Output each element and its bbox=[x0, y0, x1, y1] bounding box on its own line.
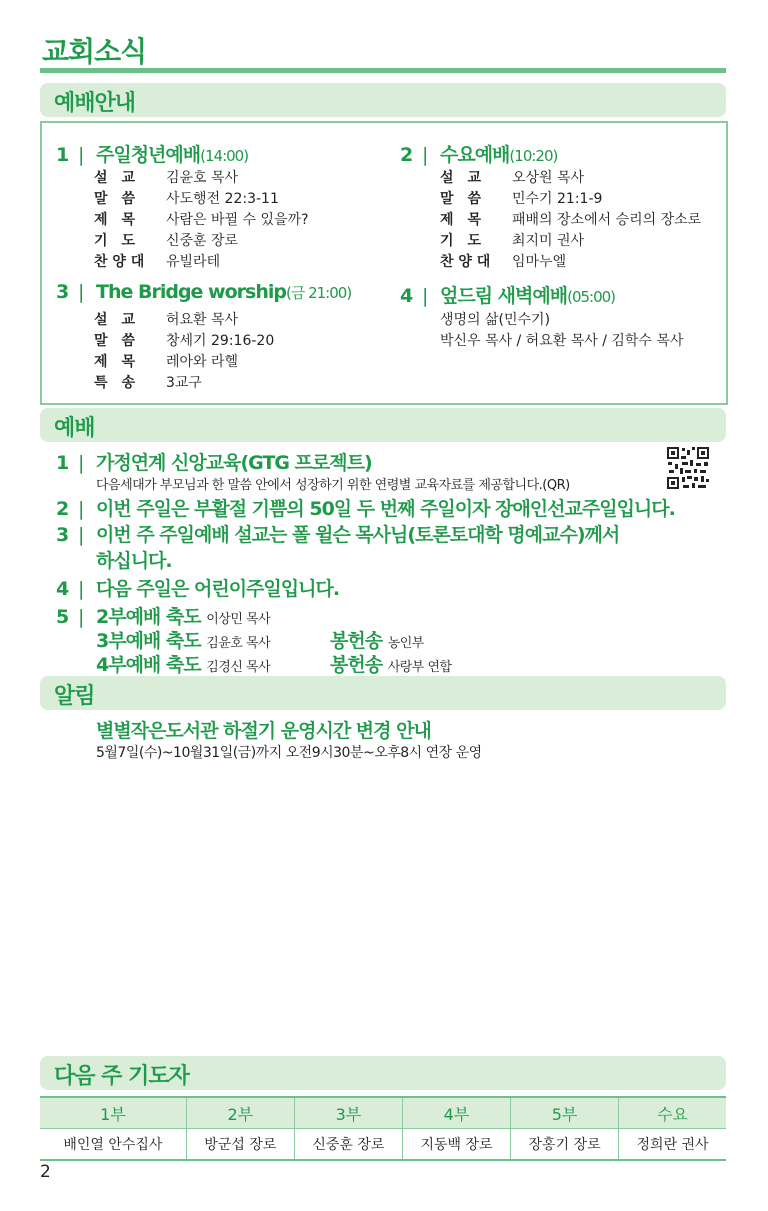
row-value: 패배의 장소에서 승리의 장소로 bbox=[512, 212, 702, 228]
news-item-1: 1 | 가정연계 신앙교육(GTG 프로젝트) bbox=[56, 452, 372, 474]
row-value: 최지미 권사 bbox=[512, 233, 585, 249]
row-label: 기 도 bbox=[440, 233, 482, 249]
row-value: 임마누엘 bbox=[512, 254, 567, 270]
service-1-row bbox=[94, 251, 220, 271]
service-2-row bbox=[440, 167, 584, 187]
service-4-line: 생명의 삶(민수기) bbox=[440, 312, 551, 328]
service-name: 엎드림 새벽예배 bbox=[440, 285, 568, 307]
prayer-name-row bbox=[40, 1129, 726, 1161]
prayer-name-cell: 장홍기 장로 bbox=[511, 1129, 619, 1161]
news-item-1-sub: 다음세대가 부모님과 한 말씀 안에서 성장하기 위한 연령별 교육자료를 제공합니다.(QR) bbox=[96, 478, 570, 493]
service-1-row bbox=[94, 167, 238, 187]
service-time: (05:00) bbox=[567, 288, 616, 306]
row-label: 설 교 bbox=[94, 312, 136, 328]
row-label: 찬 양 대 bbox=[94, 254, 145, 270]
news-text: 다음 주일은 어린이주일입니다. bbox=[96, 578, 340, 600]
row-label: 제 목 bbox=[94, 212, 136, 228]
news-item-5: 5 | 2부예배 축도 이상민 목사 bbox=[56, 606, 271, 628]
service-2-row bbox=[440, 188, 602, 208]
row-value: 사람은 바뀔 수 있을까? bbox=[166, 212, 309, 228]
service-1-heading: 1 | 주일청년예배(14:00) bbox=[56, 144, 249, 166]
service-1-row bbox=[94, 230, 238, 250]
service-2-row bbox=[440, 251, 566, 271]
service-name: The Bridge worship bbox=[96, 281, 286, 303]
row-label: 설 교 bbox=[94, 170, 136, 186]
blessing-label: 2부예배 축도 bbox=[96, 606, 201, 628]
service-number: 2 bbox=[400, 144, 413, 166]
news-number: 5 bbox=[56, 606, 69, 628]
prayer-header-cell: 수요 bbox=[619, 1097, 726, 1129]
section-title: 예배안내 bbox=[54, 91, 136, 116]
row-label: 제 목 bbox=[440, 212, 482, 228]
service-number: 1 bbox=[56, 144, 69, 166]
news-text: 이번 주 주일예배 설교는 폴 윌슨 목사님(토론토대학 명예교수)께서 bbox=[96, 524, 620, 546]
section-title: 예배 bbox=[54, 416, 95, 441]
prayer-name-cell: 정희란 권사 bbox=[619, 1129, 726, 1161]
blessing-person: 김경신 목사 bbox=[206, 660, 271, 675]
section-header-notice bbox=[40, 676, 726, 710]
notice-headline: 별별작은도서관 하절기 운영시간 변경 안내 bbox=[96, 720, 431, 742]
offering-person: 농인부 bbox=[387, 636, 424, 651]
row-value: 창세기 29:16-20 bbox=[166, 333, 275, 349]
blessing-row bbox=[96, 626, 270, 653]
offering-row bbox=[330, 626, 424, 653]
prayer-name-cell: 신중훈 장로 bbox=[294, 1129, 402, 1161]
prayer-name-cell: 배인열 안수집사 bbox=[40, 1129, 186, 1161]
row-value: 오상원 목사 bbox=[512, 170, 585, 186]
service-time: (10:20) bbox=[509, 147, 558, 165]
prayer-header-row bbox=[40, 1097, 726, 1129]
service-name: 수요예배 bbox=[440, 144, 510, 166]
row-label: 말 씀 bbox=[440, 191, 482, 207]
news-item-3-cont: 하십니다. bbox=[96, 550, 172, 572]
blessing-person: 이상민 목사 bbox=[206, 612, 271, 627]
news-number: 4 bbox=[56, 578, 69, 600]
prayer-header-cell: 2부 bbox=[186, 1097, 294, 1129]
offering-label: 봉헌송 bbox=[330, 630, 383, 652]
prayer-header-cell: 5부 bbox=[511, 1097, 619, 1129]
row-value: 3교구 bbox=[166, 375, 202, 391]
blessing-row bbox=[96, 650, 270, 677]
service-number: 4 bbox=[400, 285, 413, 307]
blessing-person: 김윤호 목사 bbox=[206, 636, 271, 651]
news-number: 3 bbox=[56, 524, 69, 546]
news-item-2: 2 | 이번 주일은 부활절 기쁨의 50일 두 번째 주일이자 장애인선교주일입니다. bbox=[56, 498, 675, 520]
offering-label: 봉헌송 bbox=[330, 654, 383, 676]
news-item-4: 4 | 다음 주일은 어린이주일입니다. bbox=[56, 578, 340, 600]
row-value: 사도행전 22:3-11 bbox=[166, 191, 279, 207]
row-label: 찬 양 대 bbox=[440, 254, 491, 270]
service-3-row bbox=[94, 351, 238, 371]
blessing-label: 4부예배 축도 bbox=[96, 654, 201, 676]
news-number: 1 bbox=[56, 452, 69, 474]
service-3-row bbox=[94, 330, 274, 350]
service-time: (14:00) bbox=[200, 147, 249, 165]
section-header-prayer bbox=[40, 1056, 726, 1090]
row-value: 김윤호 목사 bbox=[166, 170, 239, 186]
row-value: 레아와 라헬 bbox=[166, 354, 239, 370]
prayer-header-cell: 3부 bbox=[294, 1097, 402, 1129]
prayer-header-cell: 1부 bbox=[40, 1097, 186, 1129]
prayer-name-cell: 방군섭 장로 bbox=[186, 1129, 294, 1161]
service-1-row bbox=[94, 188, 279, 208]
service-2-row bbox=[440, 230, 584, 250]
page-title: 교회소식 bbox=[42, 35, 147, 68]
service-name: 주일청년예배 bbox=[96, 144, 201, 166]
qr-code-icon[interactable] bbox=[666, 446, 710, 490]
service-2-heading: 2 | 수요예배(10:20) bbox=[400, 144, 558, 166]
news-item-3: 3 | 이번 주 주일예배 설교는 폴 윌슨 목사님(토론토대학 명예교수)께서 bbox=[56, 524, 620, 546]
service-3-row bbox=[94, 372, 202, 392]
row-label: 말 씀 bbox=[94, 333, 136, 349]
row-value: 유빌라테 bbox=[166, 254, 221, 270]
prayer-header-cell: 4부 bbox=[402, 1097, 510, 1129]
row-label: 특 송 bbox=[94, 375, 136, 391]
service-3-row bbox=[94, 309, 238, 329]
offering-person: 사랑부 연합 bbox=[387, 660, 452, 675]
section-header-worship bbox=[40, 408, 726, 442]
notice-detail: 5월7일(수)~10월31일(금)까지 오전9시30분~오후8시 연장 운영 bbox=[96, 745, 482, 761]
offering-row bbox=[330, 650, 452, 677]
row-value: 신중훈 장로 bbox=[166, 233, 239, 249]
row-value: 허요환 목사 bbox=[166, 312, 239, 328]
title-divider bbox=[40, 68, 726, 73]
service-3-heading: 3 | The Bridge worship(금 21:00) bbox=[56, 281, 352, 303]
section-header-worship-guide bbox=[40, 83, 726, 117]
row-label: 말 씀 bbox=[94, 191, 136, 207]
news-number: 2 bbox=[56, 498, 69, 520]
service-4-heading: 4 | 엎드림 새벽예배(05:00) bbox=[400, 285, 616, 307]
service-1-row bbox=[94, 209, 309, 229]
blessing-label: 3부예배 축도 bbox=[96, 630, 201, 652]
section-title: 다음 주 기도자 bbox=[54, 1064, 189, 1089]
news-text: 이번 주일은 부활절 기쁨의 50일 두 번째 주일이자 장애인선교주일입니다. bbox=[96, 498, 675, 520]
row-label: 기 도 bbox=[94, 233, 136, 249]
row-value: 민수기 21:1-9 bbox=[512, 191, 603, 207]
prayer-name-cell: 지동백 장로 bbox=[402, 1129, 510, 1161]
service-4-line: 박신우 목사 / 허요환 목사 / 김학수 목사 bbox=[440, 333, 684, 349]
service-time: (금 21:00) bbox=[285, 284, 352, 302]
prayer-table bbox=[40, 1096, 726, 1161]
row-label: 설 교 bbox=[440, 170, 482, 186]
service-2-row bbox=[440, 209, 701, 229]
page-number: 2 bbox=[40, 1162, 51, 1182]
service-number: 3 bbox=[56, 281, 69, 303]
section-title: 알림 bbox=[54, 684, 95, 709]
news-text: 가정연계 신앙교육(GTG 프로젝트) bbox=[96, 452, 372, 474]
row-label: 제 목 bbox=[94, 354, 136, 370]
